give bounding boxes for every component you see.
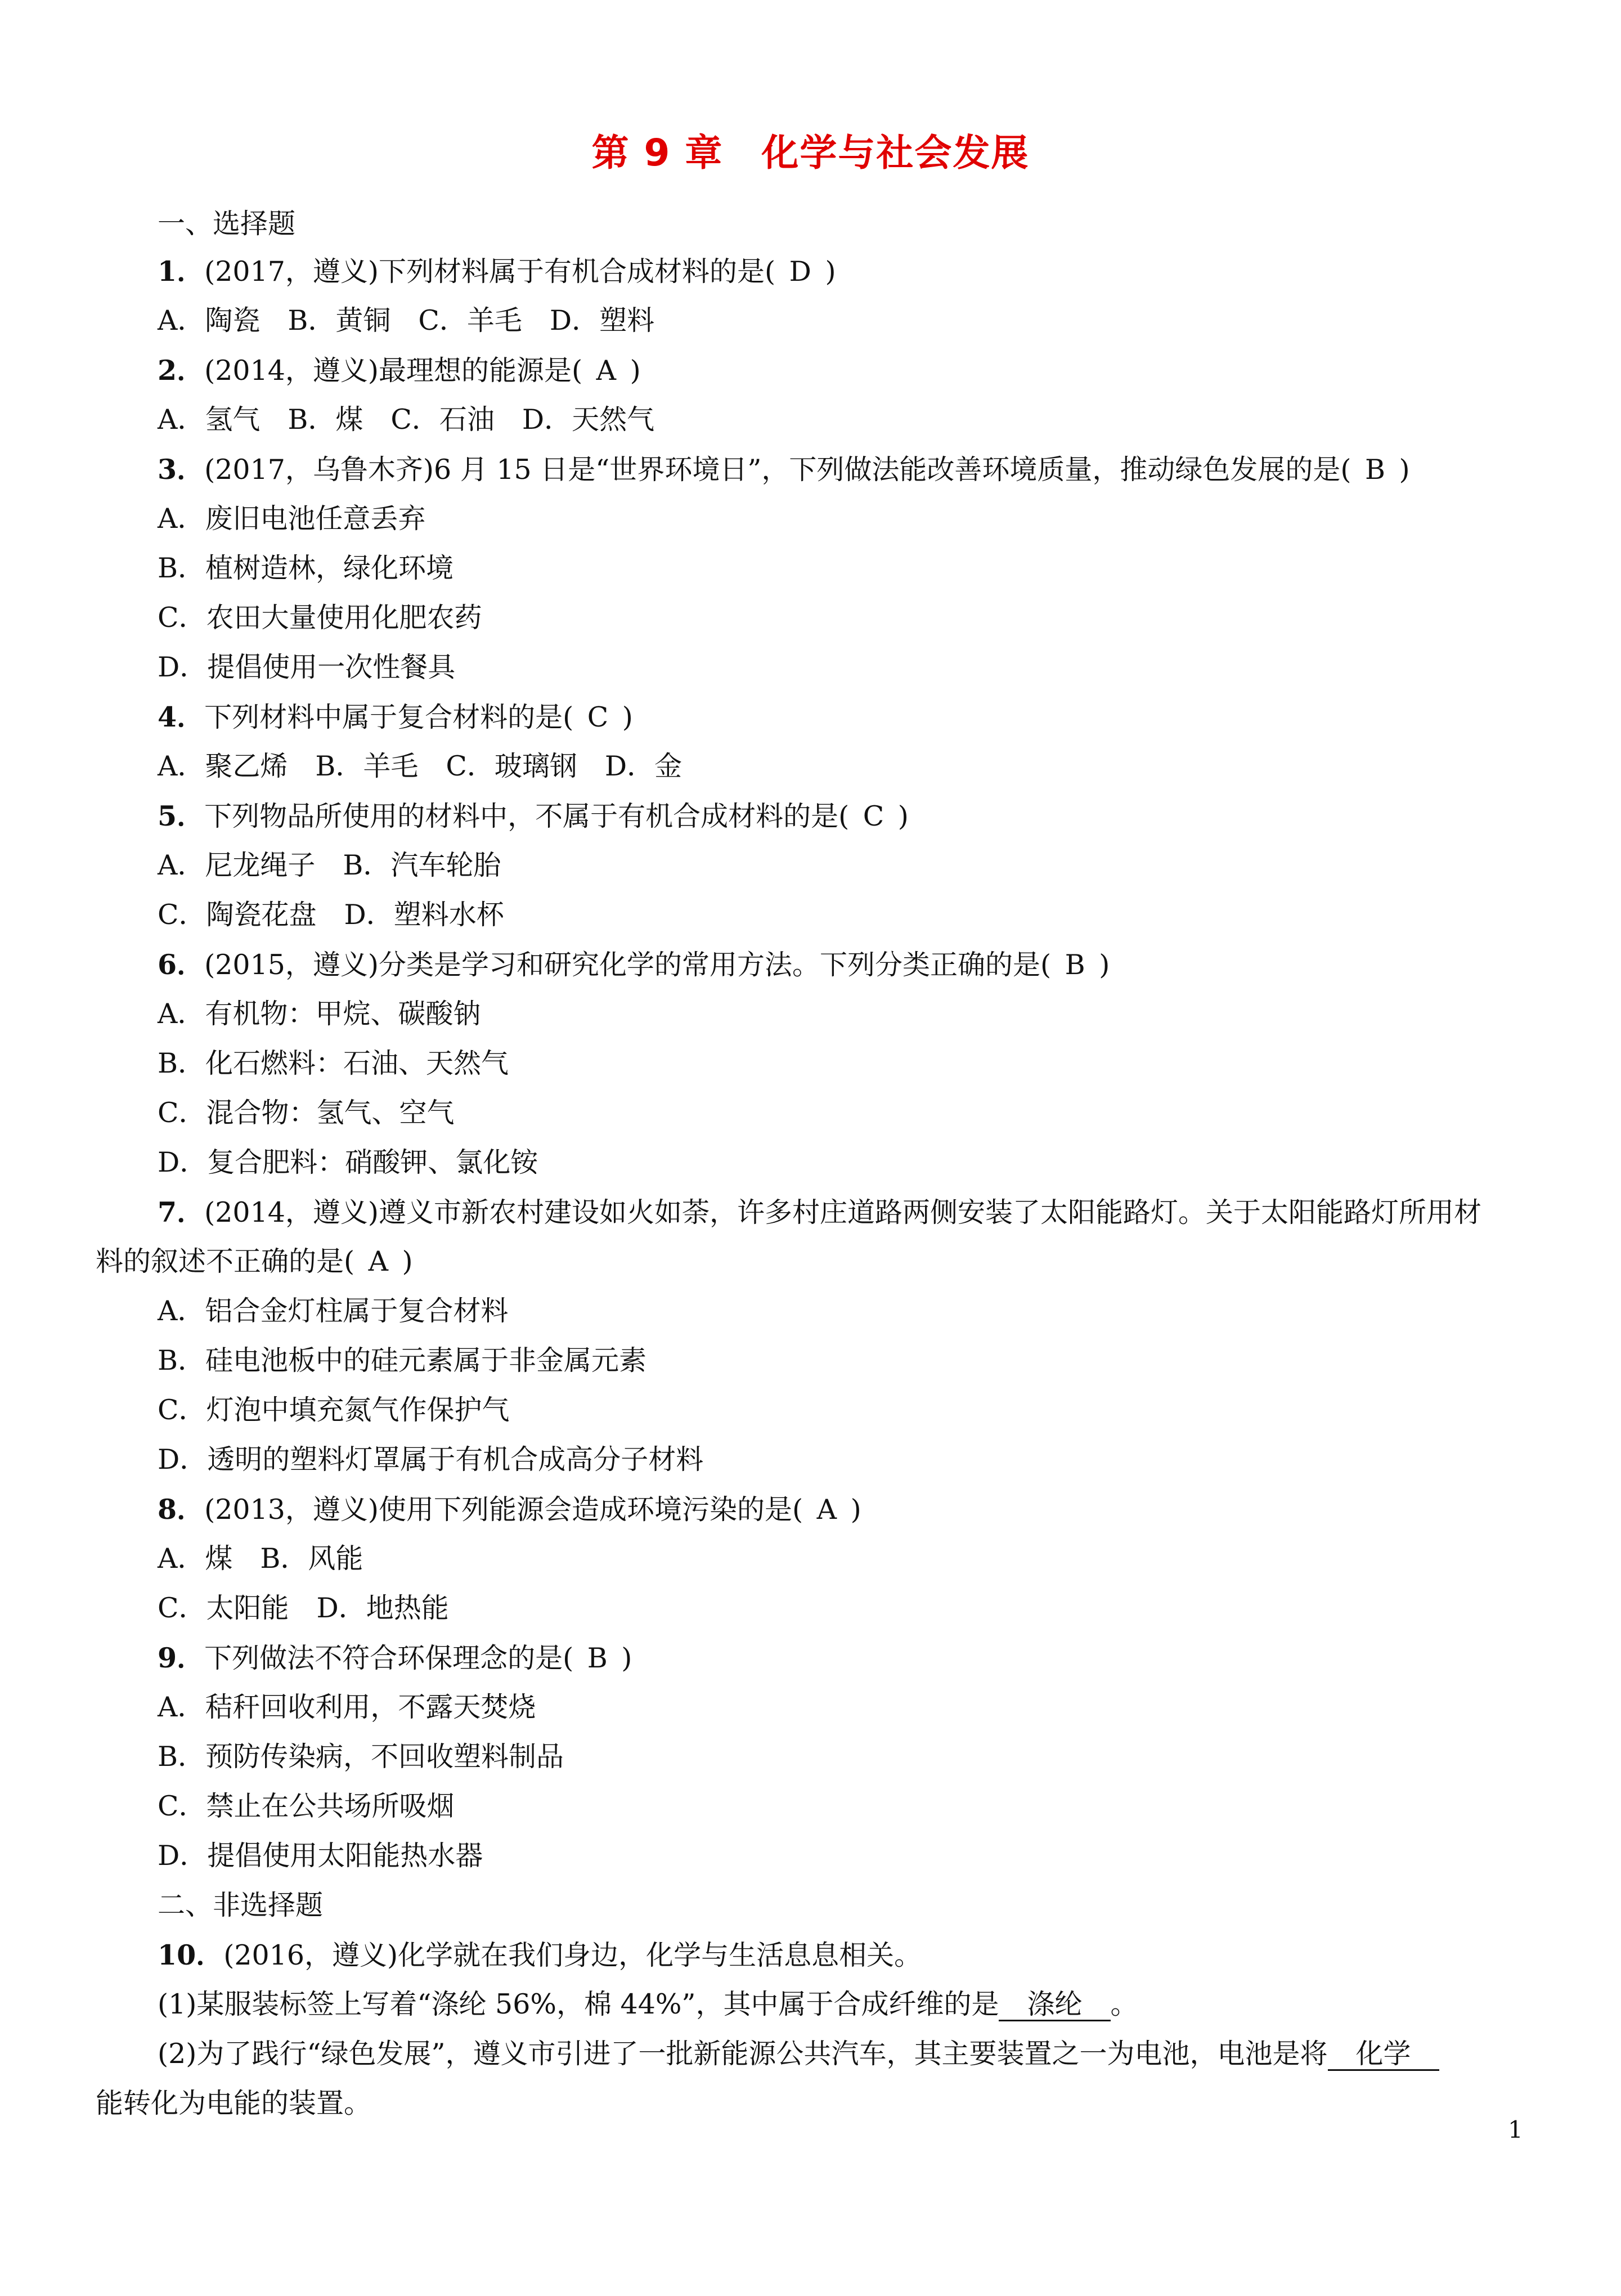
question-10: [0, 1938, 1621, 1972]
question-2-options: A．氢气 B．煤 C．石油 D．天然气: [158, 403, 655, 436]
option: C．混合物：氢气、空气: [158, 1097, 455, 1129]
question-number: 1．: [158, 255, 205, 288]
question-10-part-2-continued: 能转化为电能的装置。: [96, 2087, 372, 2119]
question-stem-continued: 料的叙述不正确的是(: [96, 1245, 355, 1277]
answer: B: [1365, 454, 1386, 486]
section-heading-nonchoice: 二、非选择题: [158, 1889, 324, 1921]
option: C．灯泡中填充氮气作保护气: [158, 1394, 510, 1426]
answer: C: [863, 800, 884, 832]
question-6: [0, 948, 1621, 982]
question-stem: 下列物品所使用的材料中，不属于有机合成材料的是(: [204, 800, 850, 832]
bracket-close: ): [402, 1245, 413, 1277]
question-stem: (2015，遵义)分类是学习和研究化学的常用方法。下列分类正确的是(: [204, 949, 1052, 981]
option: D．复合肥料：硝酸钾、氯化铵: [158, 1146, 538, 1178]
option: C．农田大量使用化肥农药: [158, 602, 482, 634]
answer: B: [1065, 949, 1085, 981]
question-10-part-2: [0, 2037, 1621, 2071]
answer: A: [368, 1245, 389, 1277]
question-7: [0, 1195, 1621, 1230]
question-4: [0, 700, 1621, 734]
question-number: 4．: [158, 701, 205, 733]
option: D．提倡使用太阳能热水器: [158, 1840, 483, 1872]
question-number: 2．: [158, 354, 205, 387]
option: D．透明的塑料灯罩属于有机合成高分子材料: [158, 1443, 704, 1476]
question-stem: (2014，遵义)遵义市新农村建设如火如荼，许多村庄道路两侧安装了太阳能路灯。关于太阳能路灯所用材: [204, 1196, 1482, 1228]
question-number: 8．: [158, 1493, 205, 1526]
answer-blank: 涤纶: [999, 1989, 1110, 2021]
question-number: 9．: [158, 1642, 205, 1674]
bracket-close: ): [1099, 949, 1110, 981]
question-8: [0, 1492, 1621, 1527]
answer: A: [596, 355, 617, 387]
bracket-close: ): [1399, 454, 1410, 486]
question-stem: 下列材料中属于复合材料的是(: [204, 701, 574, 733]
question-9: [0, 1641, 1621, 1675]
option: B．化石燃料：石油、天然气: [158, 1047, 509, 1079]
option: A．废旧电池任意丢弃: [158, 503, 426, 535]
bracket-close: ): [897, 800, 909, 832]
question-10-part-1: [0, 1988, 1621, 2021]
answer-blank: 化学: [1328, 2039, 1439, 2071]
page-number: 1: [1508, 2116, 1523, 2143]
option: A．有机物：甲烷、碳酸钠: [158, 998, 481, 1030]
answer: A: [816, 1494, 837, 1526]
option: C．太阳能 D．地热能: [158, 1592, 449, 1624]
bracket-close: ): [825, 255, 836, 288]
question-2: [0, 353, 1621, 388]
part-text: (1)某服装标签上写着“涤纶 56%，棉 44%”，其中属于合成纤维的是: [158, 1988, 999, 2020]
question-stem: (2017，乌鲁木齐)6 月 15 日是“世界环境日”，下列做法能改善环境质量，推动绿色发展的是(: [204, 454, 1351, 486]
question-3: [0, 452, 1621, 487]
question-number: 6．: [158, 948, 205, 981]
question-stem: (2017，遵义)下列材料属于有机合成材料的是(: [204, 255, 776, 288]
bracket-close: ): [622, 701, 633, 733]
question-number: 5．: [158, 800, 205, 832]
question-stem: (2016，遵义)化学就在我们身边，化学与生活息息相关。: [223, 1939, 922, 1971]
option: A．煤 B．风能: [158, 1542, 363, 1575]
option: B．预防传染病，不回收塑料制品: [158, 1741, 564, 1773]
question-1: [0, 254, 1621, 289]
question-stem: 下列做法不符合环保理念的是(: [204, 1642, 574, 1674]
question-4-options: A．聚乙烯 B．羊毛 C．玻璃钢 D．金: [158, 750, 682, 782]
question-number: 10．: [158, 1939, 224, 1971]
part-text-end: 。: [1110, 1988, 1138, 2020]
option: A．秸秆回收利用，不露天焚烧: [158, 1691, 536, 1723]
question-stem: (2013，遵义)使用下列能源会造成环境污染的是(: [204, 1494, 803, 1526]
question-stem: (2014，遵义)最理想的能源是(: [204, 355, 583, 387]
bracket-close: ): [630, 355, 641, 387]
question-5: [0, 799, 1621, 833]
chapter-title: 第 9 章 化学与社会发展: [591, 131, 1030, 174]
answer: D: [789, 255, 811, 288]
option: B．硅电池板中的硅元素属于非金属元素: [158, 1344, 647, 1376]
question-1-options: A．陶瓷 B．黄铜 C．羊毛 D．塑料: [158, 304, 655, 337]
question-7-continued: [0, 1245, 1621, 1279]
answer: B: [587, 1642, 608, 1674]
bracket-close: ): [850, 1494, 861, 1526]
bracket-close: ): [621, 1642, 632, 1674]
option: A．铝合金灯柱属于复合材料: [158, 1295, 509, 1327]
question-number: 3．: [158, 453, 205, 486]
part-text: (2)为了践行“绿色发展”，遵义市引进了一批新能源公共汽车，其主要装置之一为电池，电池是将: [158, 2038, 1328, 2070]
answer: C: [587, 701, 609, 733]
option: B．植树造林，绿化环境: [158, 552, 454, 584]
question-number: 7．: [158, 1196, 205, 1228]
option: A．尼龙绳子 B．汽车轮胎: [158, 849, 501, 881]
option: C．禁止在公共场所吸烟: [158, 1790, 455, 1822]
option: C．陶瓷花盘 D．塑料水杯: [158, 899, 504, 931]
section-heading-choice: 一、选择题: [158, 208, 296, 240]
option: D．提倡使用一次性餐具: [158, 651, 456, 683]
